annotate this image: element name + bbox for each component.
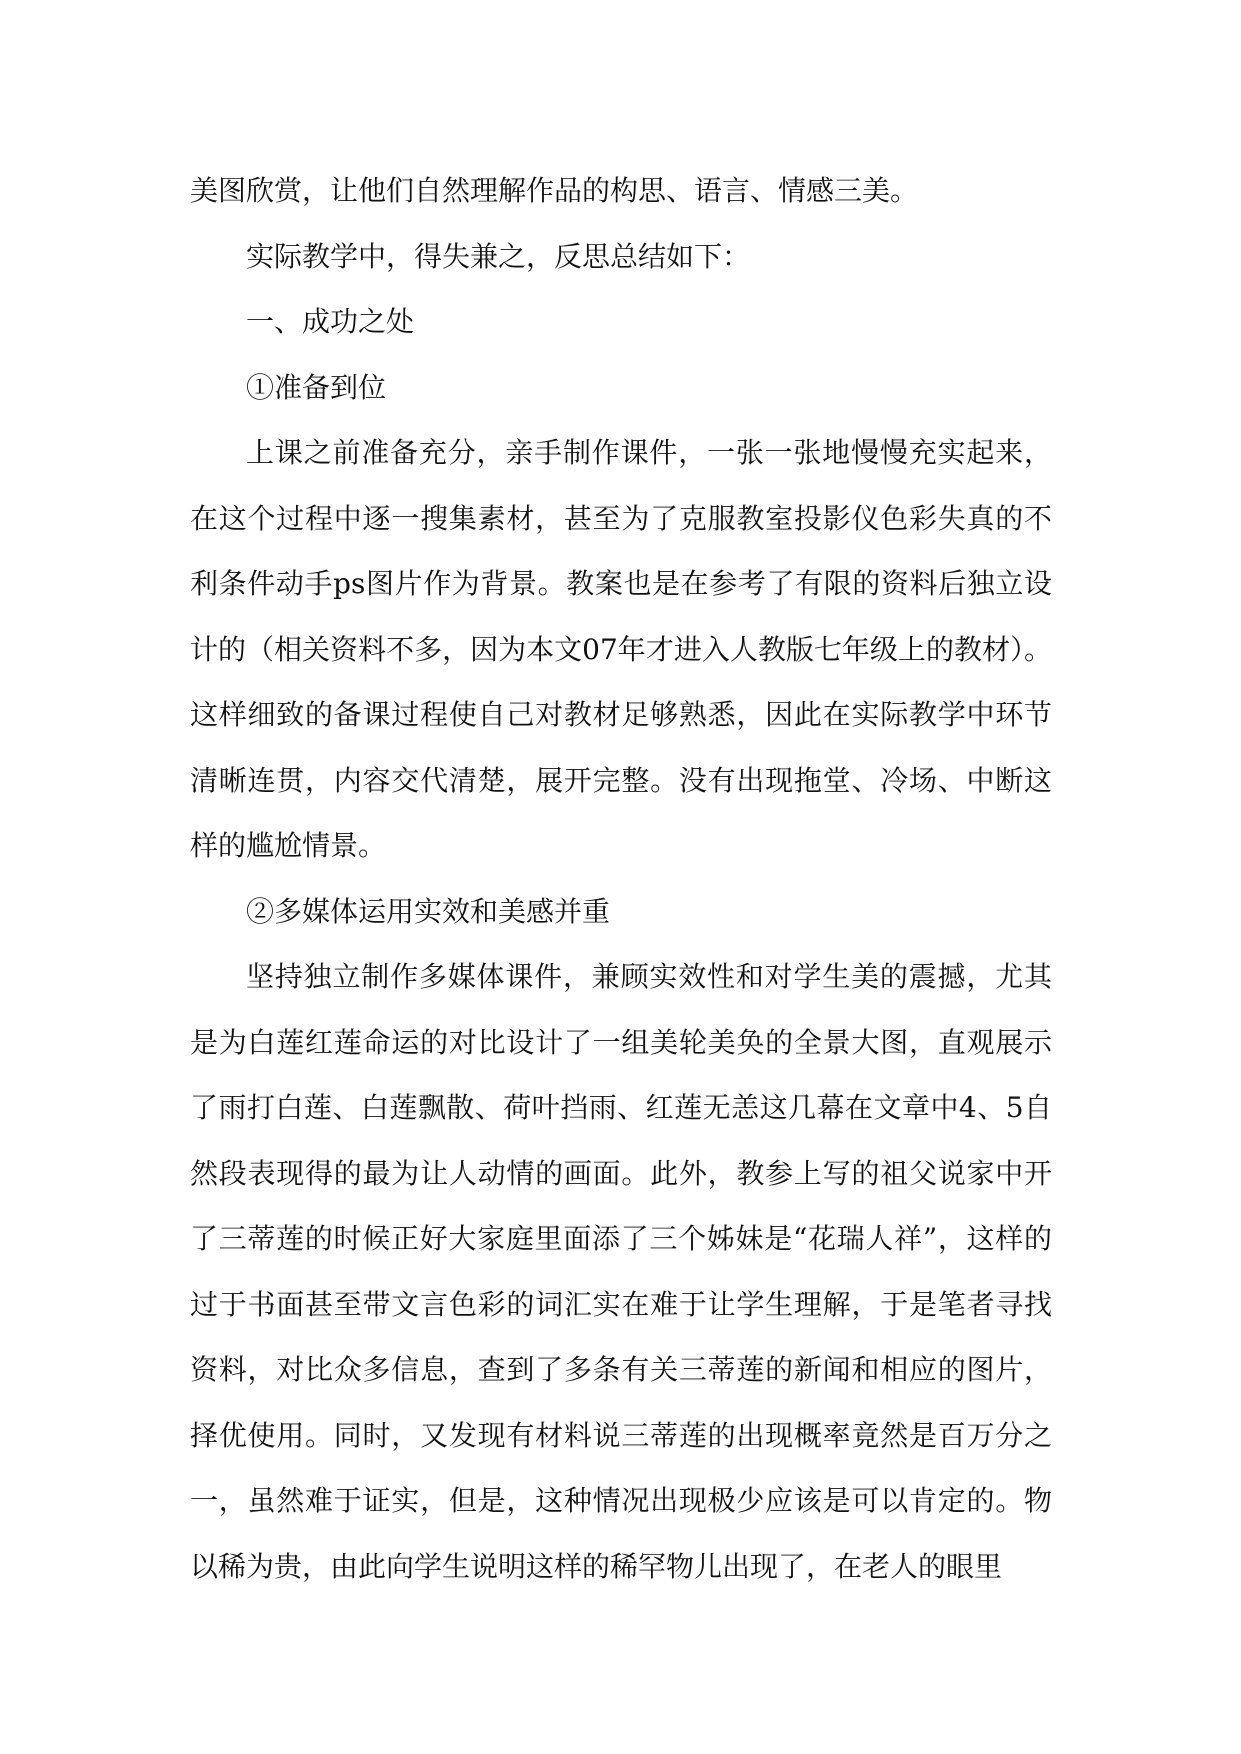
subheading-preparation: ①准备到位 xyxy=(246,370,387,404)
document-body xyxy=(190,158,1052,1599)
multimedia-paragraph: 坚持独立制作多媒体课件，兼顾实效性和对学生美的震撼，尤其是为白莲红莲命运的对比设计了一组美轮美奂的全景大图，直观展示了雨打白莲、白莲飘散、荷叶挡雨、红莲无恙这几幕在文章中4、5自然段表现得的最为让人动情的画面。此外，教参上写的祖父说家中开了三蒂莲的时候正好大家庭里面添了三个姊妹是“花瑞人祥”，这样的过于书面甚至带文言色彩的词汇实在难于让学生理解，于是笔者寻找资料，对比众多信息，查到了多条有关三蒂莲的新闻和相应的图片，择优使用。同时，又发现有材料说三蒂莲的出现概率竟然是百万分之一，虽然难于证实，但是，这种情况出现极少应该是可以肯定的。物以稀为贵，由此向学生说明这样的稀罕物儿出现了，在老人的眼里 xyxy=(190,960,1052,1583)
intro-paragraph: 实际教学中，得失兼之，反思总结如下： xyxy=(246,239,751,273)
subheading-multimedia: ②多媒体运用实效和美感并重 xyxy=(246,894,611,928)
section-heading-successes: 一、成功之处 xyxy=(246,305,415,338)
continuation-paragraph: 美图欣赏，让他们自然理解作品的构思、语言、情感三美。 xyxy=(190,174,919,207)
preparation-paragraph: 上课之前准备充分，亲手制作课件，一张一张地慢慢充实起来，在这个过程中逐一搜集素材，甚至为了克服教室投影仪色彩失真的不利条件动手ps图片作为背景。教案也是在参考了有限的资料后独立设计的（相关资料不多，因为本文07年才进入人教版七年级上的教材）。这样细致的备课过程使自己对教材足够熟悉，因此在实际教学中环节清晰连贯，内容交代清楚，展开完整。没有出现拖堂、冷场、中断这样的尴尬情景。 xyxy=(190,436,1052,862)
